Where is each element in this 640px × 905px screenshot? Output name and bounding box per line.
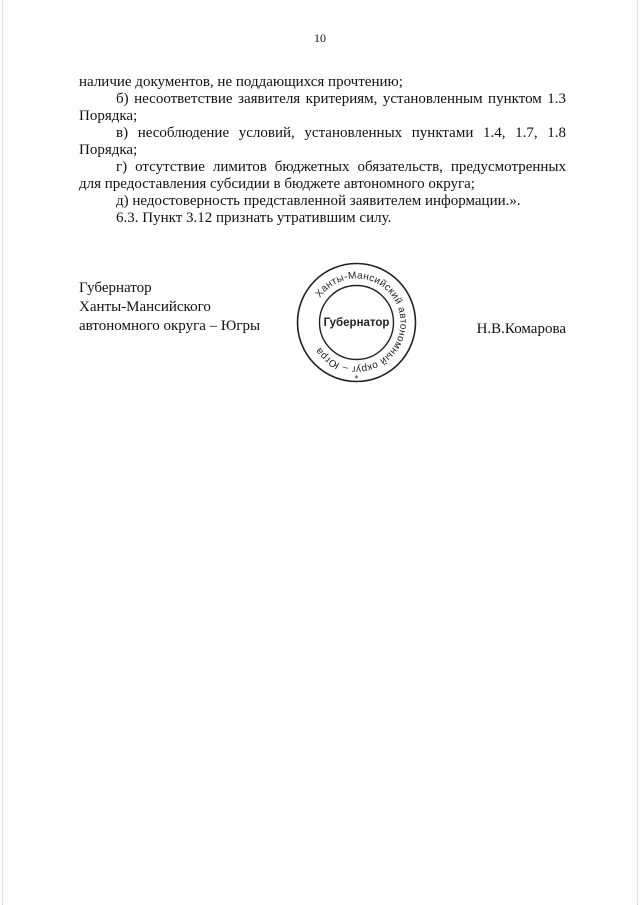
paragraph-d: г) отсутствие лимитов бюджетных обязательств, предусмотренных для предоставления субсидии в бюджете автономного округа; (79, 159, 566, 192)
signature-block (79, 270, 566, 389)
paragraph-b: б) несоответствие заявителя критериям, установленным пунктом 1.3 Порядка; (79, 91, 566, 124)
body-text (79, 74, 566, 227)
signer-position-line-2: Ханты-Мансийского (79, 299, 211, 315)
seal-center-text: Губернатор (323, 317, 390, 329)
seal-graphic (294, 260, 419, 385)
signer-position (79, 279, 260, 336)
seal-ring-textpath: Ханты-Мансийский автономный округ – Югра (313, 270, 409, 375)
seal-star-mark: * (354, 374, 359, 383)
page-number: 10 (314, 31, 326, 45)
official-seal-stamp (294, 260, 419, 385)
paragraph-a: наличие документов, не поддающихся прочтению; (79, 74, 403, 90)
signer-name: Н.В.Комарова (476, 321, 566, 337)
signer-position-line-3: автономного округа – Югры (79, 318, 261, 334)
paragraph-6-3: 6.3. Пункт 3.12 признать утратившим силу. (116, 210, 392, 226)
paragraph-e: д) недостоверность представленной заявителем информации.». (116, 193, 521, 209)
paragraph-c: в) несоблюдение условий, установленных пунктами 1.4, 1.7, 1.8 Порядка; (79, 125, 566, 158)
signer-position-line-1: Губернатор (79, 280, 152, 296)
